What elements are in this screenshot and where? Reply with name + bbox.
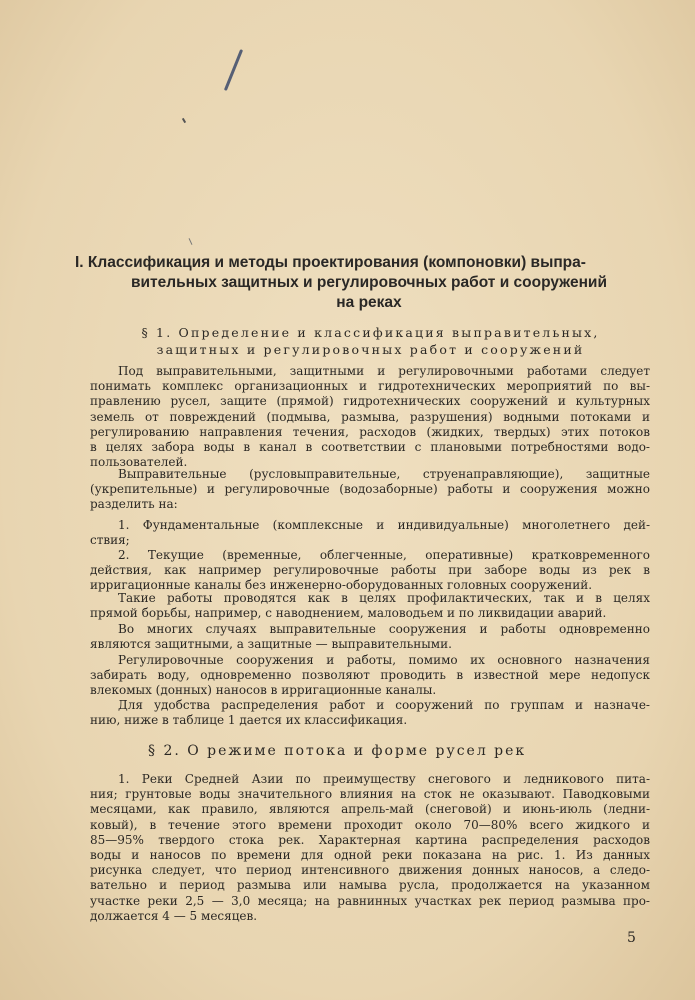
text-line: 85—95% твердого стока рек. Характерная картина распределения расходов [90,832,650,847]
text-line: прямой борьбы, например, с наводнением, маловодьем и по ликвидации аварий. [90,606,607,621]
paragraph [90,698,650,728]
text-line: ния; грунтовые воды значительного влияния на сток не оказывают. Паводковыми [90,787,650,802]
text-line: пользователей. [90,455,188,470]
paragraph [90,364,650,470]
paragraph [90,622,650,652]
ink-stroke-mark [224,49,243,91]
text-line: действия, как например регулировочные работы при заборе воды из рек в [90,563,650,578]
text-line: участке реки 2,5 — 3,0 месяца; на равнинных участках рек период размыва про- [90,893,650,908]
chapter-title [75,253,655,313]
chapter-title-line: на реках [336,294,402,311]
section-1-heading [93,324,648,358]
text-line: рисунка следует, что период интенсивного движения донных наносов, а следо- [90,863,650,878]
text-line: понимать комплекс организационных и гидротехнических мероприятий по вы- [90,379,650,394]
section-2-heading: § 2. О режиме потока и форме русел рек [148,743,527,759]
text-line: являются защитными, а защитные — выправительными. [90,637,452,652]
section-heading-line: защитных и регулировочных работ и сооружений [156,342,585,357]
paragraph [90,518,650,548]
paragraph [90,548,650,594]
chapter-title-line: вительных защитных и регулировочных работ и сооружений [131,274,607,291]
text-line: Во многих случаях выправительные сооружения и работы одновременно [118,622,650,636]
text-line: ирригационные каналы без инженерно-оборудованных головных сооружений. [90,578,593,593]
text-line: 1. Фундаментальные (комплексные и индивидуальные) многолетнего дей- [118,518,650,532]
text-line: Такие работы проводятся как в целях профилактических, так и в целях [118,591,650,605]
text-line: нию, ниже в таблице 1 дается их классификация. [90,713,408,728]
text-line: регулированию направления течения, расходов (жидких, твердых) этих потоков [90,424,650,439]
paragraph [90,772,650,924]
text-line: 2. Текущие (временные, облегченные, оперативные) кратковременного [118,548,650,562]
text-line: разделить на: [90,497,178,512]
text-line: месяцами, как правило, являются апрель-май (снеговой) и июнь-июль (ледни- [90,802,650,817]
paragraph [90,653,650,699]
text-line: ковый), в течение этого времени проходит около 70—80% всего жидкого и [90,817,650,832]
text-line: земель от повреждений (подмыва, размыва, разрушения) водными потоками и [90,409,650,424]
text-line: влекомых (донных) наносов в ирригационные каналы. [90,683,437,698]
paragraph [90,591,650,621]
text-line: 1. Реки Средней Азии по преимуществу снегового и ледникового пита- [118,772,650,786]
text-line: забирать воду, одновременно позволяют проводить в известной мере недопуск [90,668,650,683]
text-line: вательно и период размыва или намыва русла, продолжается на указанном [90,878,650,893]
text-line: воды и наносов по времени для одной реки показана на рис. 1. Из данных [90,848,650,863]
text-line: Под выправительными, защитными и регулировочными работами следует [118,364,650,378]
text-line: ствия; [90,533,130,548]
text-line: Для удобства распределения работ и сооружений по группам и назначе- [118,698,650,712]
text-line: правлению русел, защите (прямой) гидротехнических сооружений и культурных [90,394,650,409]
paper-speck [182,118,186,123]
text-line: (укрепительные) и регулировочные (водозаборные) работы и сооружения можно [90,482,650,497]
chapter-title-line: I. Классификация и методы проектирования (компоновки) выпра- [75,254,586,271]
text-line: Выправительные (русловыправительные, струенаправляющие), защитные [118,467,650,481]
text-line: должается 4 — 5 месяцев. [90,908,258,923]
page-number: 5 [627,930,636,946]
paragraph [90,467,650,513]
text-line: в целях забора воды в канал в соответствии с плановыми потребностями водо- [90,440,650,455]
section-heading-line: § 1. Определение и классификация выправительных, [141,325,600,340]
text-line: Регулировочные сооружения и работы, помимо их основного назначения [118,653,650,667]
paper-speck [189,238,193,245]
